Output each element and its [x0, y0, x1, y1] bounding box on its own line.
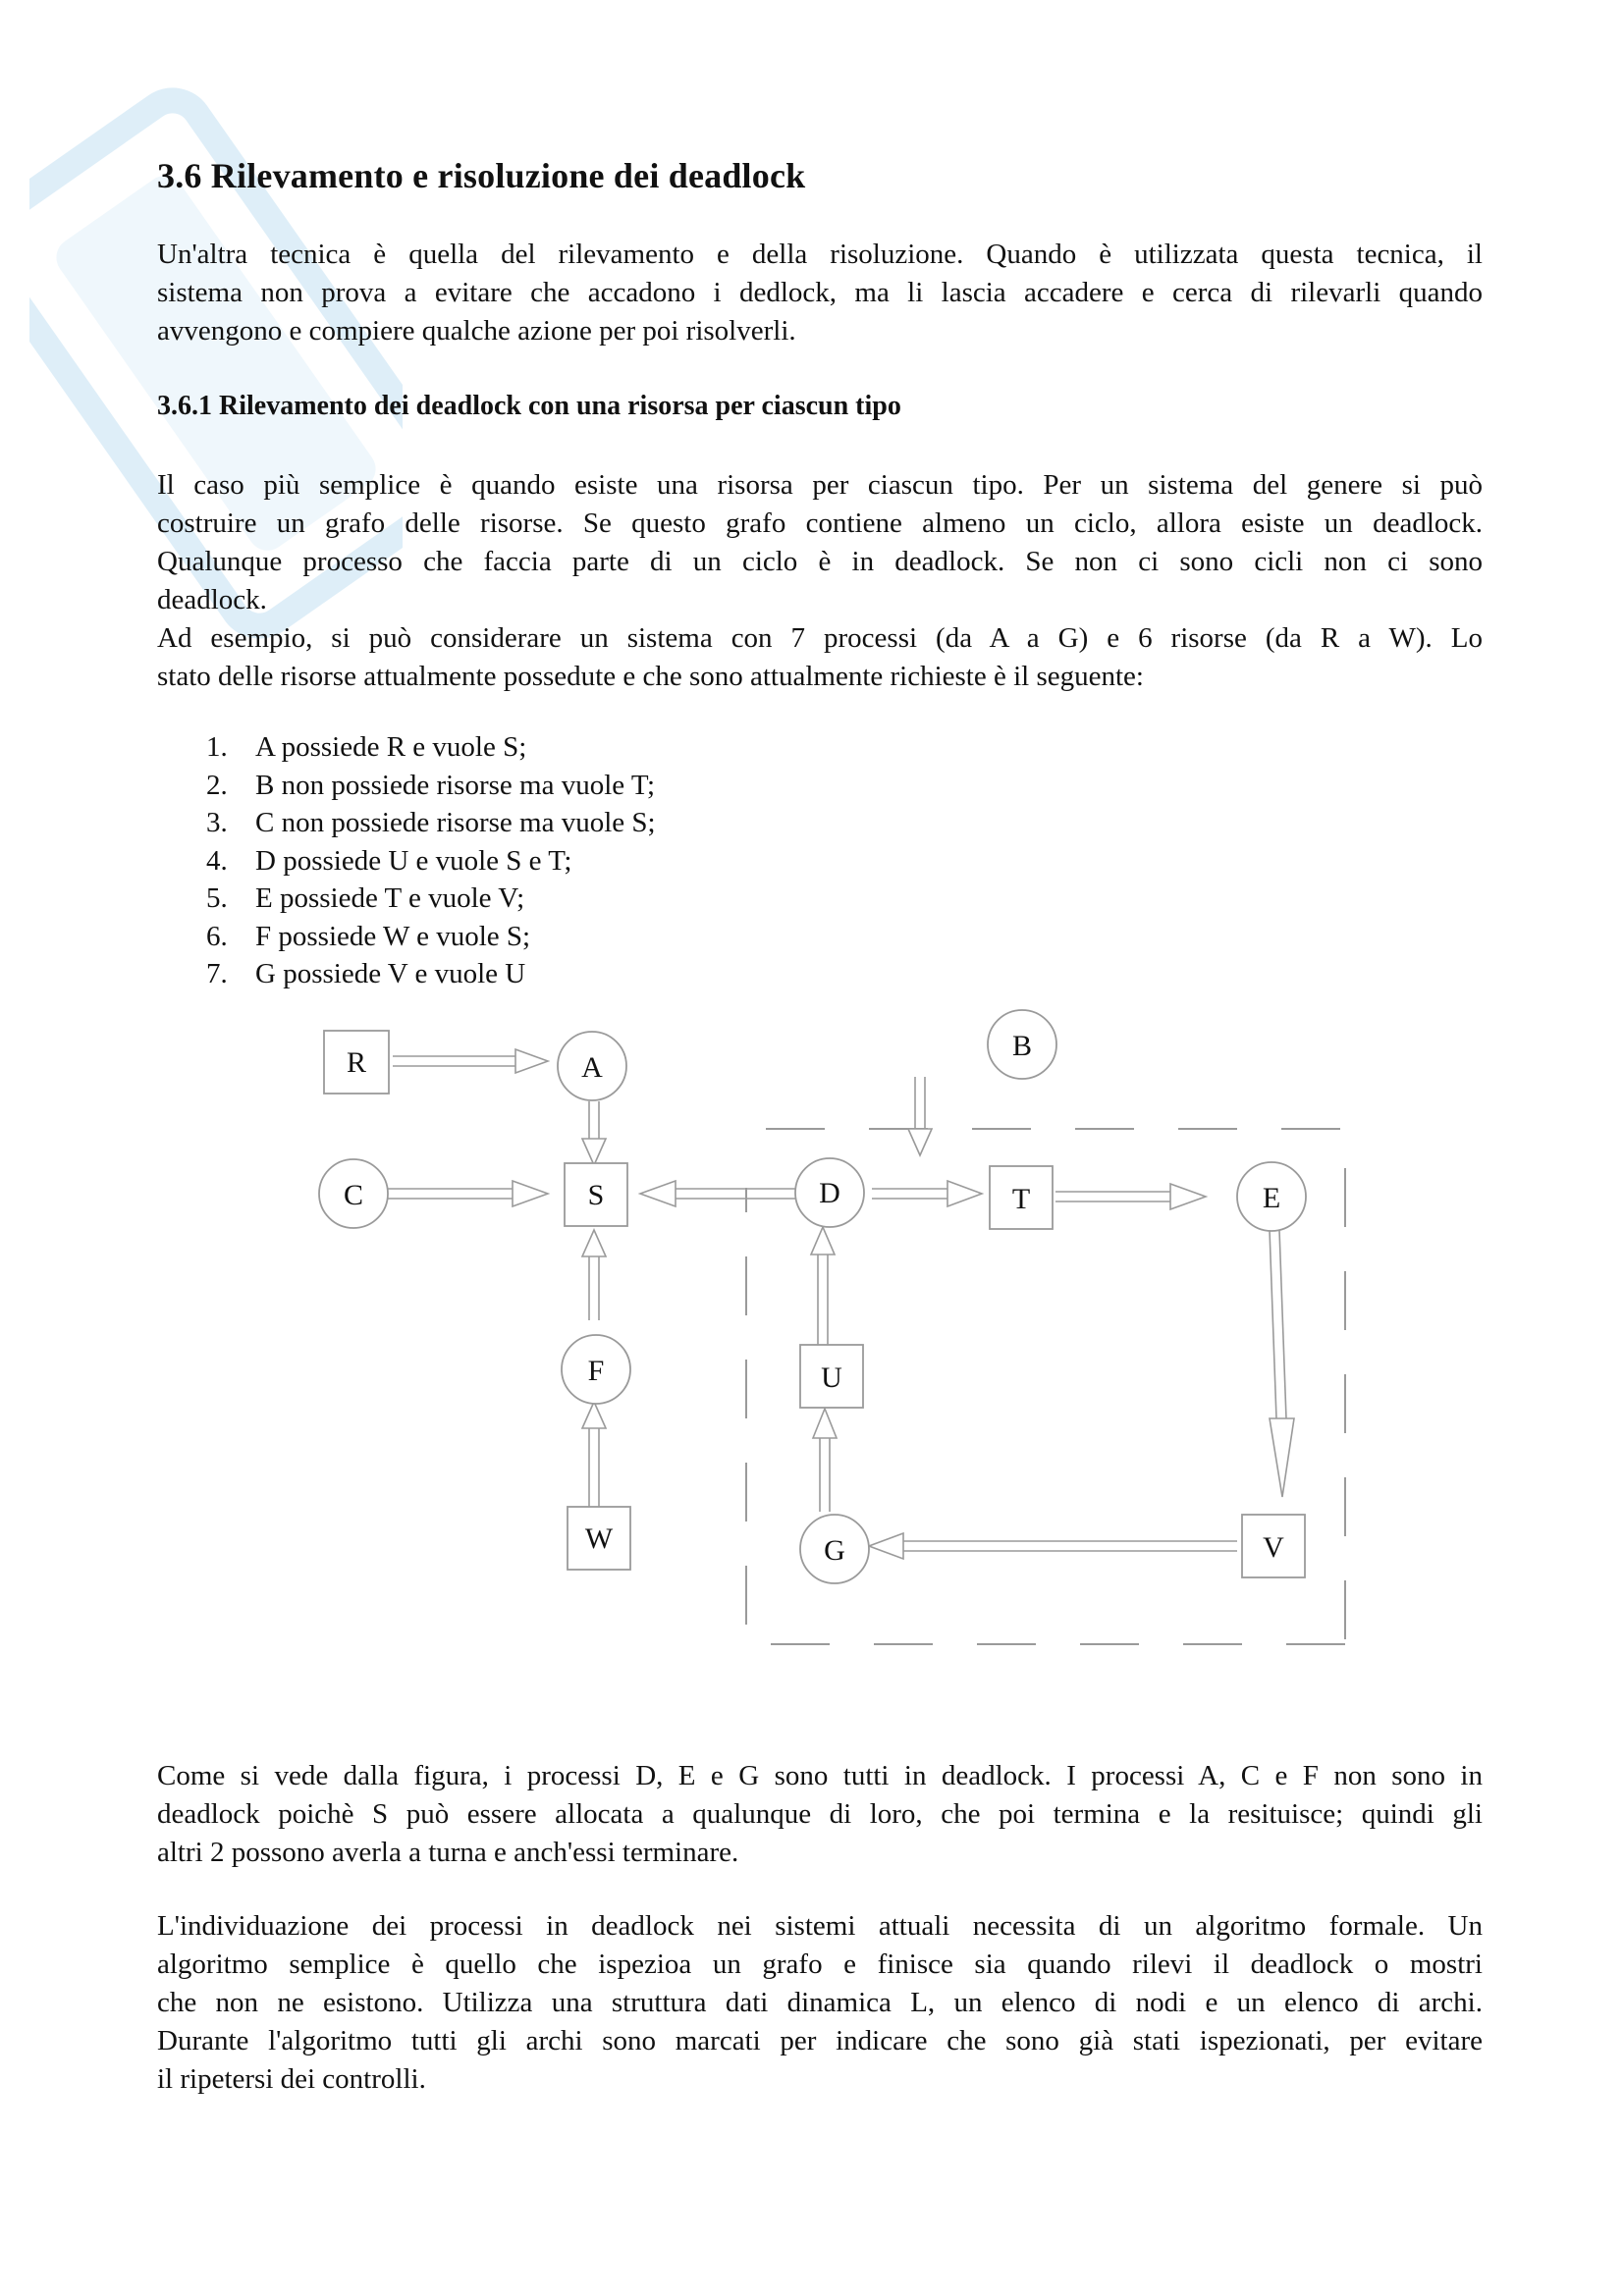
node-label: T: [1011, 1183, 1031, 1215]
resource-graph: [295, 1006, 1375, 1683]
resource-node-u: [800, 1345, 863, 1408]
text-line: che non ne esistono. Utilizza una struttura dati dinamica L, un elenco di nodi e un elenco di archi.: [157, 1987, 1483, 2018]
process-node-g: [800, 1515, 869, 1583]
node-label: A: [581, 1051, 603, 1084]
paragraph-1: [157, 466, 1483, 696]
list-number: 1.: [206, 731, 228, 763]
text-line: Durante l'algoritmo tutti gli archi sono marcati per indicare che sono già stati ispezionati, per evitare: [157, 2025, 1483, 2056]
text-line: Un'altra tecnica è quella del rilevamento e della risoluzione. Quando è utilizzata questa tecnica, il: [157, 239, 1483, 270]
list-text: D possiede U e vuole S e T;: [255, 844, 572, 877]
edge-v-g: [869, 1533, 1237, 1559]
text-line: L'individuazione dei processi in deadlock nei sistemi attuali necessita di un algoritmo formale. Un: [157, 1910, 1483, 1942]
list-text: E possiede T e vuole V;: [255, 882, 525, 914]
edge-d-s: [640, 1181, 795, 1206]
list-number: 3.: [206, 807, 228, 838]
process-node-f: [562, 1335, 630, 1404]
text-line: avvengono e compiere qualche azione per poi risolverli.: [157, 315, 796, 347]
resource-node-t: [990, 1166, 1053, 1229]
text-line: Come si vede dalla figura, i processi D, E e G sono tutti in deadlock. I processi A, C e F non sono in: [157, 1760, 1483, 1791]
resource-node-s: [565, 1163, 627, 1226]
list-text: B non possiede risorse ma vuole T;: [255, 769, 656, 801]
section-title: 3.6 Rilevamento e risoluzione dei deadlock: [157, 156, 806, 195]
intro-paragraph: [157, 236, 1483, 350]
paragraph-3: [157, 1757, 1483, 1872]
list-item: [206, 880, 656, 918]
process-node-b: [988, 1010, 1056, 1079]
edge-w-f: [582, 1402, 606, 1507]
list-text: G possiede V e vuole U: [255, 958, 526, 989]
node-label: F: [587, 1355, 605, 1387]
list-number: 2.: [206, 769, 228, 801]
graph-edges: [366, 1049, 1294, 1559]
list-number: 5.: [206, 882, 228, 914]
list-text: A possiede R e vuole S;: [255, 731, 527, 763]
text-line: algoritmo semplice è quello che ispezioa un grafo e finisce sia quando rilevi il deadlock o mostri: [157, 1949, 1483, 1980]
list-item: [206, 955, 656, 993]
edge-f-s: [582, 1230, 606, 1320]
node-label: G: [824, 1534, 845, 1567]
list-text: C non possiede risorse ma vuole S;: [255, 807, 656, 838]
text-line: Qualunque processo che faccia parte di un ciclo è in deadlock. Se non ci sono cicli non ci sono: [157, 546, 1483, 577]
node-label: S: [587, 1179, 605, 1211]
text-line: altri 2 possono averla a turna e anch'essi terminare.: [157, 1837, 739, 1868]
list-item: [206, 767, 656, 805]
text-line: Il caso più semplice è quando esiste una risorsa per ciascun tipo. Per un sistema del genere si può: [157, 469, 1483, 501]
edge-c-s: [366, 1181, 548, 1206]
list-text: F possiede W e vuole S;: [255, 920, 531, 952]
list-item: [206, 842, 656, 881]
list-item: [206, 728, 656, 767]
edge-r-a: [393, 1049, 548, 1073]
node-label: C: [343, 1179, 364, 1211]
process-node-c: [319, 1159, 388, 1228]
edge-t-e: [1055, 1184, 1206, 1209]
paragraph-4: [157, 1907, 1483, 2099]
text-line: il ripetersi dei controlli.: [157, 2063, 426, 2095]
node-label: E: [1262, 1182, 1281, 1214]
edge-a-s: [582, 1101, 606, 1165]
node-label: W: [584, 1522, 614, 1555]
list-number: 7.: [206, 958, 228, 989]
node-label: U: [821, 1362, 842, 1394]
edge-d-t: [872, 1181, 982, 1206]
process-list: [206, 728, 656, 993]
edge-u-d: [811, 1227, 835, 1345]
process-node-d: [795, 1158, 864, 1227]
text-line: sistema non prova a evitare che accadono i dedlock, ma li lascia accadere e cerca di rilevarli quando: [157, 277, 1483, 308]
edge-e-v: [1270, 1230, 1294, 1497]
list-number: 6.: [206, 920, 228, 952]
resource-node-r: [324, 1031, 389, 1094]
text-line: deadlock.: [157, 584, 267, 615]
process-node-e: [1237, 1162, 1306, 1231]
process-node-a: [558, 1032, 626, 1100]
node-label: V: [1263, 1531, 1284, 1564]
node-label: R: [346, 1046, 367, 1079]
list-item: [206, 804, 656, 842]
list-item: [206, 918, 656, 956]
resource-node-w: [568, 1507, 630, 1570]
edge-g-u: [813, 1409, 837, 1512]
edge-b-t: [908, 1077, 932, 1155]
list-number: 4.: [206, 844, 228, 877]
node-label: B: [1011, 1030, 1033, 1062]
text-line: costruire un grafo delle risorse. Se questo grafo contiene almeno un ciclo, allora esiste un deadlock.: [157, 507, 1483, 539]
resource-node-v: [1242, 1515, 1305, 1577]
node-label: D: [819, 1177, 840, 1209]
text-line: deadlock poichè S può essere allocata a qualunque di loro, che poi termina e la resituisce; quindi gli: [157, 1798, 1483, 1830]
text-line: Ad esempio, si può considerare un sistema con 7 processi (da A a G) e 6 risorse (da R a W). Lo: [157, 622, 1483, 654]
subsection-title: 3.6.1 Rilevamento dei deadlock con una risorsa per ciascun tipo: [157, 391, 901, 421]
text-line: stato delle risorse attualmente possedute e che sono attualmente richieste è il seguente:: [157, 661, 1144, 692]
